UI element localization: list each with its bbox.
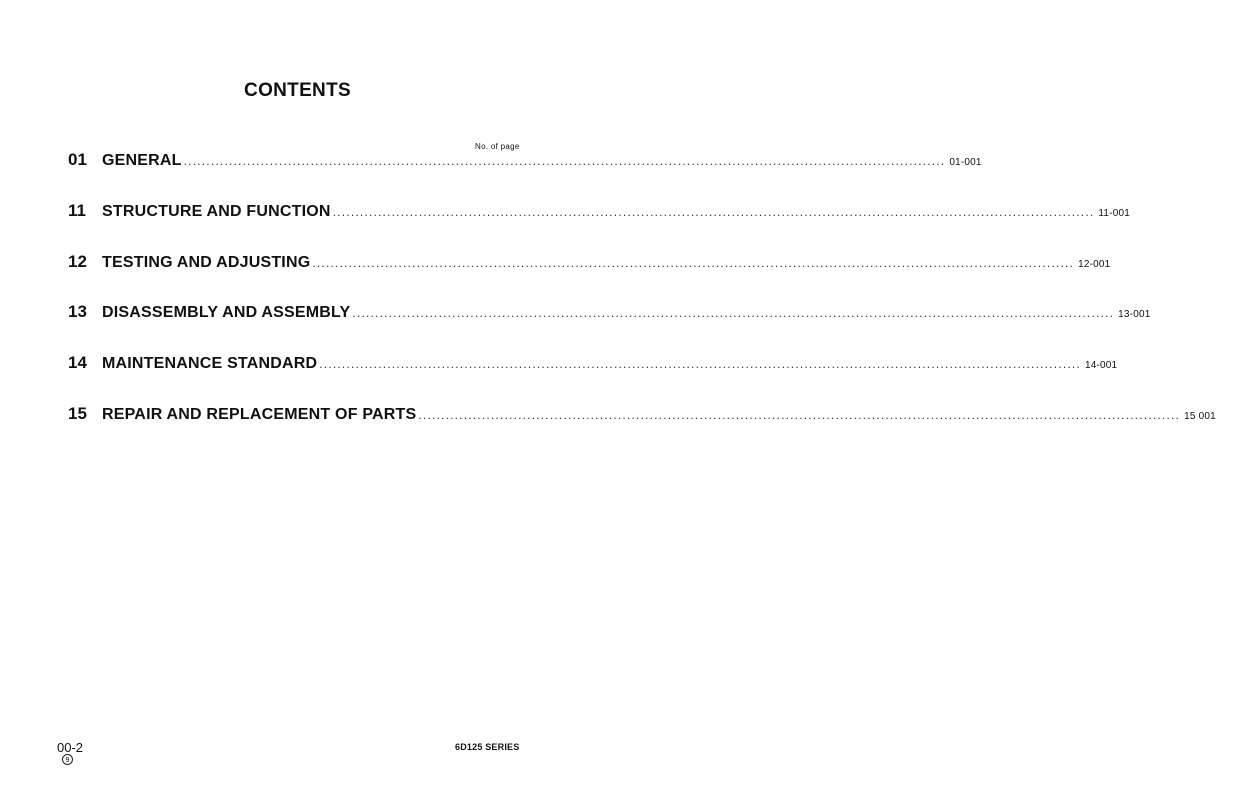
- toc-entry-page: 13-001: [1118, 309, 1151, 320]
- toc-entry-title: STRUCTURE AND FUNCTION: [102, 203, 331, 220]
- footer-page-number: 00-2: [57, 740, 84, 755]
- toc-entry-number: 11: [68, 201, 86, 220]
- toc-entry-title: TESTING AND ADJUSTING: [102, 254, 311, 271]
- toc-entry-page: 01-001: [949, 157, 982, 168]
- toc-entry-title: DISASSEMBLY AND ASSEMBLY: [102, 304, 351, 321]
- toc-entry-page: 12-001: [1078, 259, 1111, 270]
- footer-series: 6D125 SERIES: [455, 742, 520, 752]
- toc-leader-dots: ........................................................................................................................................................................: [312, 256, 1075, 270]
- toc-entry-page: 11-001: [1098, 208, 1131, 219]
- toc-entry-page: 14-001: [1084, 360, 1118, 371]
- toc-entry-structure-and-function[interactable]: [68, 201, 1131, 223]
- toc-entry-repair-and-replacement[interactable]: [68, 404, 1216, 426]
- toc-entry-number: 15: [68, 404, 87, 423]
- toc-entry-disassembly-and-assembly[interactable]: [68, 302, 1151, 324]
- toc-leader-dots: ........................................................................................................................................................................: [319, 357, 1081, 371]
- toc-entry-title: REPAIR AND REPLACEMENT OF PARTS: [102, 406, 417, 423]
- page-column-header: No. of page: [475, 142, 520, 151]
- toc-leader-dots: ........................................................................................................................................................................: [183, 154, 946, 168]
- toc-entry-title: MAINTENANCE STANDARD: [102, 355, 318, 372]
- toc-entry-title: GENERAL: [102, 152, 182, 169]
- revision-badge: 9: [62, 754, 73, 765]
- page-title: CONTENTS: [244, 80, 351, 101]
- toc-entry-testing-and-adjusting[interactable]: [68, 252, 1111, 274]
- toc-entry-number: 01: [68, 150, 87, 169]
- toc-leader-dots: ........................................................................................................................................................................: [418, 408, 1181, 422]
- toc-leader-dots: ........................................................................................................................................................................: [332, 205, 1095, 219]
- toc-entry-number: 14: [68, 353, 87, 372]
- toc-entry-page: 15 001: [1184, 411, 1216, 422]
- toc-leader-dots: ........................................................................................................................................................................: [352, 306, 1115, 320]
- toc-entry-maintenance-standard[interactable]: [68, 353, 1118, 375]
- toc-entry-general[interactable]: [68, 150, 982, 172]
- toc-entry-number: 12: [68, 252, 87, 271]
- toc-entry-number: 13: [68, 302, 87, 321]
